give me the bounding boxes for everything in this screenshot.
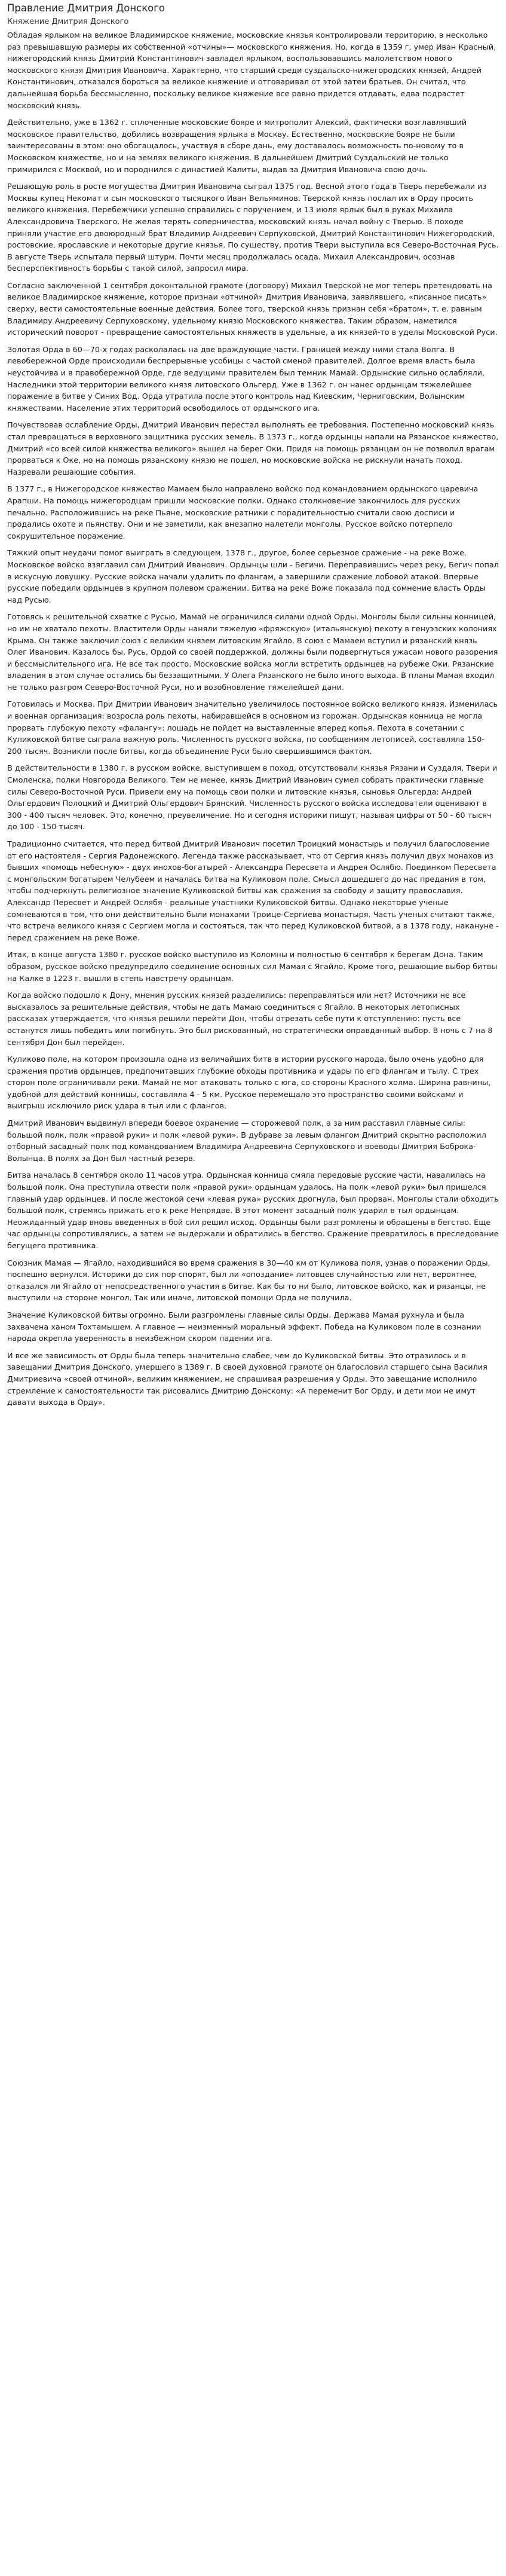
article-body [7,30,499,1409]
page-subtitle: Княжение Дмитрия Донского [7,17,129,26]
article-paragraph: В действительности в 1380 г. в русском войске, выступившем в поход, отсутствовали князья Рязани и Суздаля, Твери и Смоленска, полки Новгорода Великого. Тем не менее, князь Дмитрий Иванович сумел собрать практически главные силы Северо-Восточной Руси. Привели ему на помощь свои полки и литовские князья, сыновья Ольгерда: Андрей Ольгердович Полоцкий и Дмитрий Ольгердович Брянский. Численность русского войска исследователи оценивают в 300 - 400 тысяч человек. Это, конечно, преувеличение. Но и сегодня историки пишут, называя цифры от 50 - 60 тысяч до 100 - 150 тысяч. [7,764,498,832]
article-paragraph: Обладая ярлыком на великое Владимирское княжение, московские князья контролировали территорию, в несколько раз превышавшую размеры их собственной «отчины»— московского княжения. Но, когда в 1359 г, умер Иван Красный, нижегородский князь Дмитрий Константинович завладел ярлыком, воспользовавшись малолетством нового московского князя Дмитрия Ивановича. Характерно, что старший среди суздальско-нижегородских князей, Андрей Константинович, отказался бороться за великое княжение и отговаривал от этой затеи братьев. Он считал, что дальнейшая борьба бессмысленно, поскольку великое княжение все равно придется отдавать, едва подрастет московский князь. [7,31,496,111]
article-paragraph: Готовилась и Москва. При Дмитрии Иванович значительно увеличилось постоянное войско великого князя. Изменилась и военная организация: возросла роль пехоты, набиравшейся в основном из горожан. Ордынская конница не могла прорвать глубокую пехоту «фалангу»: лошадь не пойдет на выставленные вперед копья. Пехота в сочетании с Куликовской битве сыграла важную роль. Численность русского войска, по сообщениям летописей, составляла 150-200 тысяч. Возникли после битвы, когда объединение Руси было свершившимся фактом. [7,700,498,756]
article-paragraph: Тяжкий опыт неудачи помог выиграть в следующем, 1378 г., другое, более серьезное сражение - на реке Воже. Московское войско взяглавил сам Дмитрий Иванович. Ордынцы шли - Бегичи. Переправившись через реку, Бегич попал в искусную ловушку. Русские войска начали удалить по флангам, а завершили сражение лобовой атакой. Впервые русские победили ордынцев в крупном полевом сражении. Битва на реке Воже показала под сомнение власть Орды над Русью. [7,549,499,605]
article-paragraph: Когда войско подошло к Дону, мнения русских князей разделились: переправляться или нет? Источники не все высказалось за решительные действия, чтобы не дать Мамаю соединиться с Ягайло. В некоторых летописных рассказах утверждается, что князья решили перейти Дон, чтобы отрезать себе пути к отступлению: пусть все останутся лишь победить или погибнуть. Это был рискованный, но стратегически оправданный выбор. В ночь с 7 на 8 сентября Дон был перейден. [7,991,493,1047]
page-title: Правление Дмитрия Донского [7,2,165,14]
article-paragraph: Традиционно считается, что перед битвой Дмитрий Иванович посетил Троицкий монастырь и получил благословение от его настоятеля - Сергия Радонежского. Легенда также рассказывает, что от Сергия князь получил двух монахов из бывших «помощь небесную» - двух инохов-богатырей - Александра Пересвета и Андрея Ослябю. Поединком Пересвета с монгольским богатырем Челубеем и началась битва на Куликовом поле. Смысл дошедшего до нас предания в том, чтобы подчеркнуть религиозное значение Куликовской битвы как сражения за свободу и защиту православия. Александр Пересвет и Андрей Ослябя - реальные участники Куликовской битвы. Однако некоторые ученые сомневаются в том, что они действительно были монахами Троице-Сергиева монастыря. Часть ученых считают также, что встреча великого князя с Сергием могла и состояться, так что перед Куликовской битвой, а в 1378 году, накануне - перед сражением на реке Воже. [7,840,499,943]
article-paragraph: Согласно заключенной 1 сентября доконтальной грамоте (договору) Михаил Тверской не мог теперь претендовать на великое Владимирское княжение, которое признаи «отчиной» Дмитрия Ивановича, заявлявшего, «писанное писать» сверху, вести самостоятельные военные действия. Более того, тверской князь признан себя «братом», т. е. равным Владимиру Андреевичу Серпуховскому, удельному князю Московского княжества. Таким образом, наметился исторический поворот - превращение самостоятельных княжеств в удельные, а их князей-то в уделы Московской Руси. [7,281,498,338]
article-paragraph: Действительно, уже в 1362 г. сплоченные московские бояре и митрополит Алексий, фактически возглавлявший московское правительство, добились возвращения ярлыка в Москву. Естественно, московские бояре не были заинтересованы в этом: оно обогащалось, участвуя в сборе дань, ему доставалось возможность по-новому то в Московском княжестве, но и на землях великого княжения. В дальнейшем Дмитрий Суздальский не только примирился с Москвой, но и породнился с династией Калиты, выдав за Дмитрия Ивановича свою дочь. [7,118,467,175]
article-paragraph: Итак, в конце августа 1380 г. русское войско выступило из Коломны и полностью 6 сентября к берегам Дона. Таким образом, русское войско предупредило соединение основных сил Мамая с Ягайло. Кроме того, решающие выбор битвы на Калке в 1223 г. вышли в степь навстречу ордынцам. [7,951,498,983]
article-paragraph: Битва началась 8 сентября около 11 часов утра. Ордынская конница смяла передовые русские части, навалилась на большой полк. Она преступила отвести полк «правой руки» ордынцам удалось. На полк «левой руки» был пришелся главный удар ордынцев. И после жестокой сечи «левая рука» русских дрогнула, был прорван. Монголы стали обходить большой полк, стремясь прижать его к реке Непрядве. В этот момент засадный полк ударил в тыл ордынцам. Неожиданный удар вновь введенных в бой сил решил исход. Ордынцы были разгромлены и обращены в бегство. Еще час ордынцы сопротивлялись, а затем не выдержали и обратились в бегство. Сражение превратилось в преследование бегущего противника. [7,1171,499,1251]
article-paragraph: Значение Куликовской битвы огромно. Были разгромлены главные силы Орды. Держава Мамая рухнула и была захвачена ханом Тохтамышем. А главное — неизменный моральный эффект. Победа на Куликовом поле в сознании народа окрепла уверенность в неизбежном скором падении ига. [7,1310,482,1344]
article-paragraph: Почувствовав ослабление Орды, Дмитрий Иванович перестал выполнять ее требования. Постепенно московский князь стал превращаться в верховного защитника русских земель. В 1373 г., когда ордынцы напали на Рязанское княжество, Дмитрий «со всей силой княжества великого» вышел на берег Оки. Придя на помощь рязанцам он не позволил врагам прорваться к Оке, но на помощь рязанскому князю не пошел, но московские войска не рискнули начать поход. Назревали решающие события. [7,421,499,477]
article-paragraph: В 1377 г., в Нижегородское княжество Мамаем было направлено войско под командованием ордынского царевича Арапши. На помощь нижегородцам пришли московские полки. Однако столкновение закончилось для русских печально. Расположившись на реке Пьяне, московские ратники с порадительностью считали свою досписи и продались охоте и пьянству. Они и не заметили, как внезапно налетели монголы. Русское войско потерпело сокрушительное поражение. [7,485,479,541]
article-paragraph: Решающую роль в росте могущества Дмитрия Ивановича сыграл 1375 год. Весной этого года в Тверь перебежали из Москвы купец Некомат и сын московского тысяцкого Иван Вельяминов. Тверской князь послал их в Орду просить великого княжения. Перебежчики успешно справились с поручением, и 13 июля ярлык был в руках Михаила Александровича Тверского. Не желая терять соперничества, московский князь начал войну с Тверью. В походе приняли участие его двоюродный брат Владимир Андреевич Серпуховской, Дмитрий Константинович Нижегородский, ростовские, ярославские и некоторые другие князья. По существу, против Твери выступила вся Северо-Восточная Русь. В августе Тверь испытала первый штурм. Почти месяц продолжалась осада. Михаил Александрович, осознав бесперспективность борьбы с такой силой, запросил мира. [7,182,499,274]
article-paragraph: Готовясь к решительной схватке с Русью, Мамай не ограничился силами одной Орды. Монголы были сильны конницей, но им не хватало пехоты. Властители Орды наняли тяжелую «фряжскую» (итальянскую) пехоту в генуэзских колониях Крыма. Он также заключил союз с великим князем литовским Ягайло. В союз с Мамаем вступил и рязанский князь Олег Иванович. Казалось бы, Русь, Ордой со своей поддержкой, должны были подвергнуться ужасам нового разорения и бессмыслительного ига. Не все так просто. Московские войска могли встретить ордынцев на рубеже Оки. Рязанские владения в этом случае остались бы беззащитными. У Олега Рязанского не было иного выхода. В планы Мамая входил не только разгром Северо-Восточной Руси, но и возобновление тяжелейшей дани. [7,613,498,692]
article-paragraph: Куликово поле, на котором произошла одна из величайших битв в истории русского народа, было очень удобно для сражения против ордынцев, предпочитавших глубокие обходы противника и удары по его флангам и тылу. С трех сторон поле ограничивали реки. Мамай не мог атаковать только с юга, со стороны Красного холма. Ширина равнины, удобной для действий конницы, составляла 4 - 5 км. Русское перемещало это пространство своими войсками и выигрыш исключило риск удара в тыл или с флангов. [7,1055,491,1111]
article-paragraph: Дмитрий Иванович выдвинул впереди боевое охранение — сторожевой полк, а за ним расставил главные силы: большой полк, полк «правой руки» и полк «левой руки». В дубраве за левым флангом Дмитрий скрытно расположил отборный засадный полк под командованием Владимира Андреевича Серпуховского и воеводы Дмитрия Боброка-Волынца. В полях за Дон был частный резерв. [7,1119,486,1163]
article [7,0,499,1409]
article-paragraph: Союзник Мамая — Ягайло, находившийся во время сражения в 30—40 км от Куликова поля, узнав о поражении Орды, поспешно вернулся. Историки до сих пор спорят, был ли «опоздание» литовцев случайностью или нет, вероятнее, отказался ли Ягайло от непосредственного участия в битве. Как бы то ни было, литовское войско, как и рязанцы, не выступили на стороне монгол. Так или иначе, литовской помощи Орда не получила. [7,1258,490,1303]
article-paragraph: Золотая Орда в 60—70-х годах расколалась на две враждующие части. Границей между ними стала Волга. В левобережной Орде происходили беспрерывные усобицы с частой сменой правителей. Долгое время власть была неустойчива и в правобережной Орде, где ведущими правителем был темник Мамай. Ордынские сильно ослабляли, Наследники этой территории великого князя литовского Ольгерд. Уже в 1362 г. он нанес ордынцам тяжелейшее поражение в битве у Синих Вод. Орда утратила после этого контроль над Киевским, Черниговским, Волынским княжествами. Население этих территорий освободилось от ордынского ига. [7,345,485,413]
article-paragraph: И все же зависимость от Орды была теперь значительно слабее, чем до Куликовской битвы. Это отразилось и в завещании Дмитрия Донского, умершего в 1389 г. В своей духовной грамоте он благословил старшего сына Василия Дмитриевича «своей отчиной», великим княжением, не спрашивая разрешения у Орды. Это завещание исполнило стремление к самостоятельности так рисовались Дмитрию Донскому: «А переменит Бог Орду, и дети мои не имут давати выхода в Орду». [7,1351,487,1408]
